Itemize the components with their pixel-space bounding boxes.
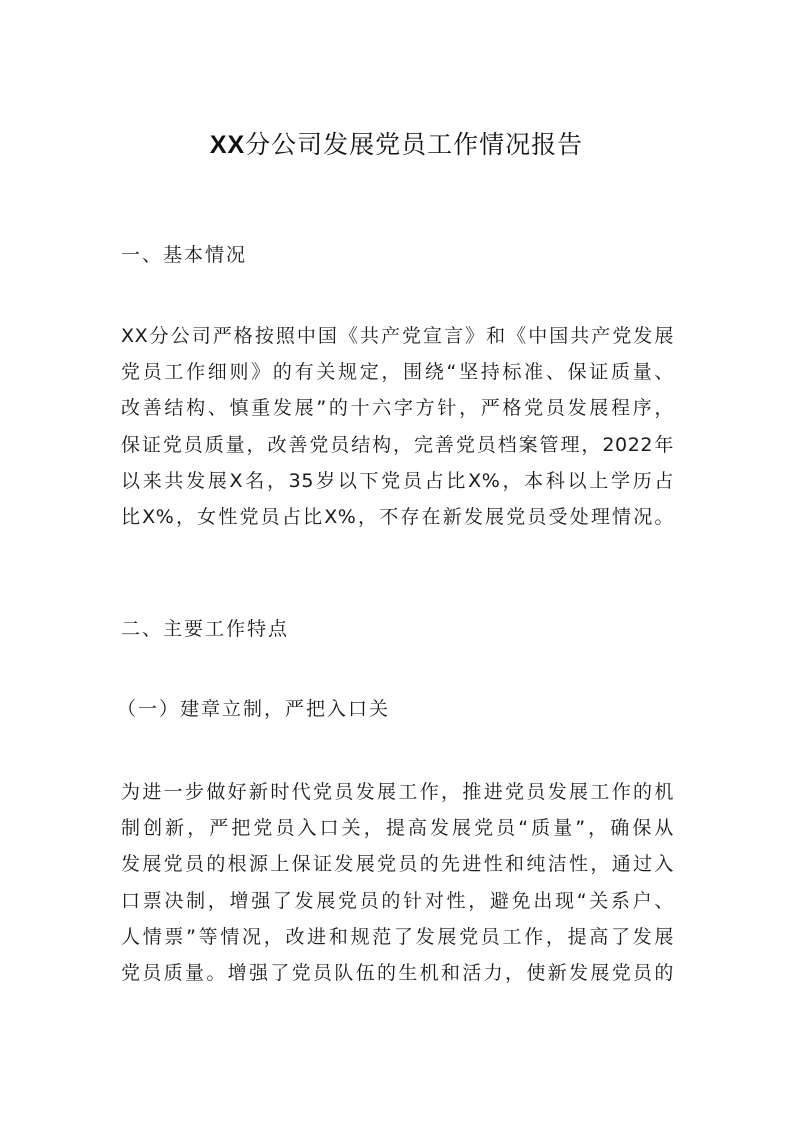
paragraph-line: 制创新，严把党员入口关，提高发展党员“质量”，确保从 bbox=[121, 817, 674, 840]
section-heading-basic-situation: 一、基本情况 bbox=[121, 244, 248, 266]
paragraph-line: 党员质量。增强了党员队伍的生机和活力，使新发展党员的 bbox=[121, 962, 674, 985]
paragraph-line: 发展党员的根源上保证发展党员的先进性和纯洁性，通过入 bbox=[121, 853, 674, 876]
paragraph-line: 以来共发展X名，35岁以下党员占比X%，本科以上学历占 bbox=[121, 469, 674, 492]
paragraph-basic-situation bbox=[121, 318, 674, 535]
paragraph-line: 党员工作细则》的有关规定，围绕“坚持标准、保证质量、 bbox=[121, 361, 674, 384]
section-heading-main-features: 二、主要工作特点 bbox=[121, 618, 290, 640]
paragraph-line: 保证党员质量，改善党员结构，完善党员档案管理，2022年 bbox=[121, 433, 674, 456]
paragraph-line: 改善结构、慎重发展”的十六字方针，严格党员发展程序， bbox=[121, 397, 674, 420]
paragraph-line: 比X%，女性党员占比X%，不存在新发展党员受处理情况。 bbox=[121, 506, 674, 529]
paragraph-line: 为进一步做好新时代党员发展工作，推进党员发展工作的机 bbox=[121, 781, 674, 803]
document-title: XX分公司发展党员工作情况报告 bbox=[209, 130, 584, 159]
paragraph-rules bbox=[121, 774, 674, 991]
subsection-heading-rules: （一）建章立制，严把入口关 bbox=[117, 698, 391, 720]
paragraph-line: XX分公司严格按照中国《共产党宣言》和《中国共产党发展 bbox=[121, 325, 674, 347]
paragraph-line: 人情票”等情况，改进和规范了发展党员工作，提高了发展 bbox=[121, 925, 674, 948]
paragraph-line: 口票决制，增强了发展党员的针对性，避免出现“关系户、 bbox=[121, 889, 674, 912]
